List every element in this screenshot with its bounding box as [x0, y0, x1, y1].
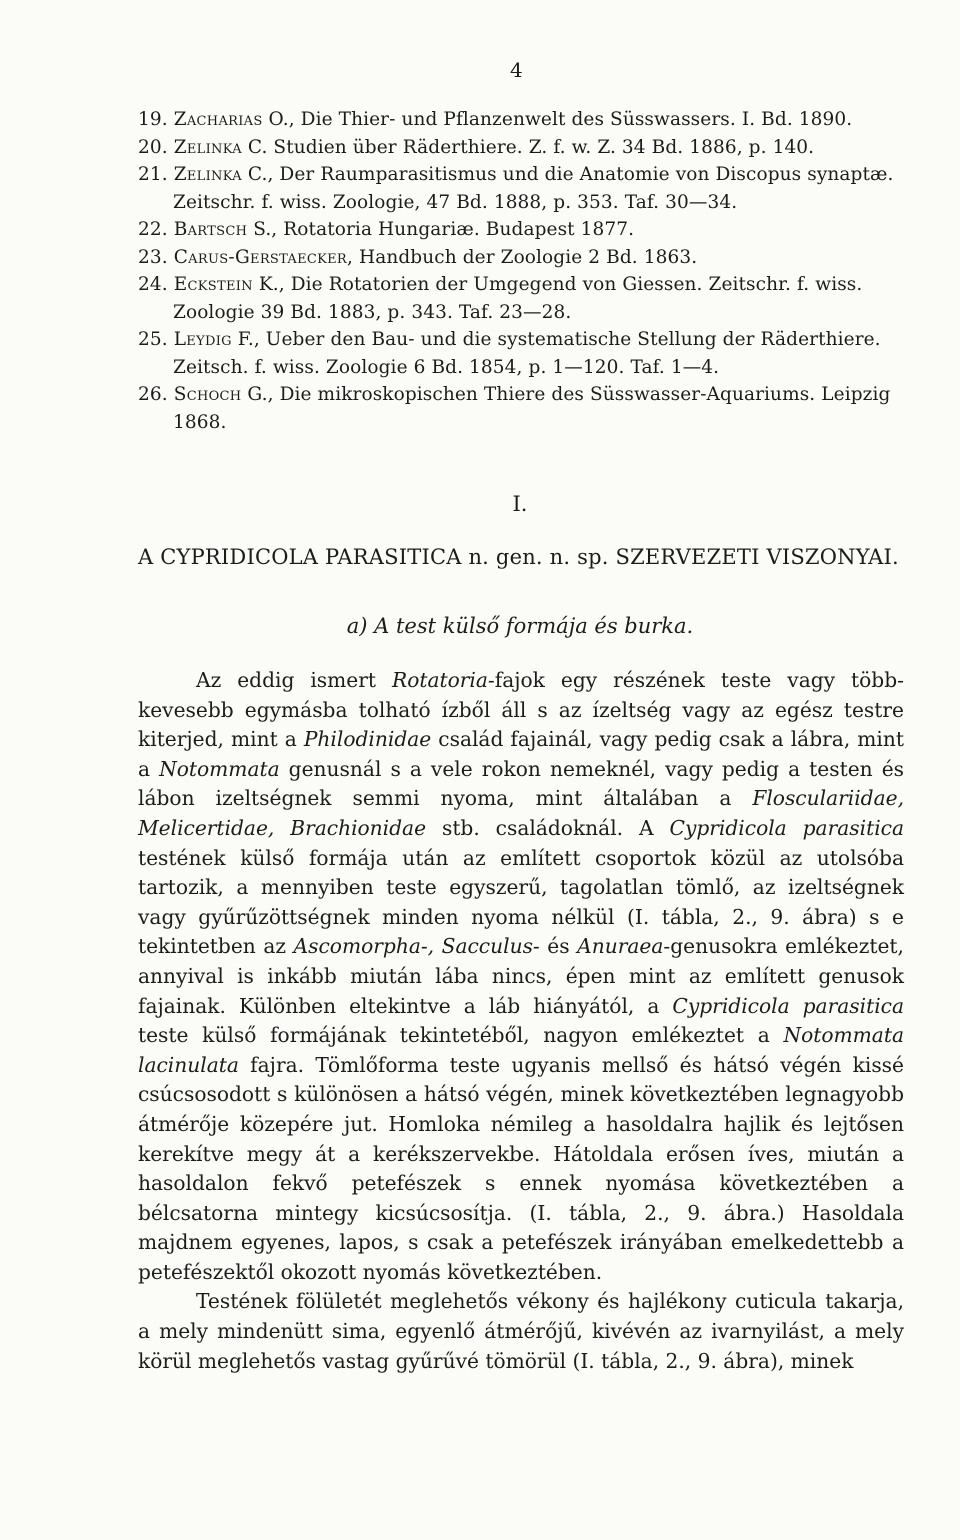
text-run: Testének fölületét meglehetős vékony és hajlékony cuticula takarja, a mely mindenütt sima, egyenlő átmérőjű, kivévén az ivarnyilást, a mely körül meglehetős vastag gyűrűvé tömörül (I. tábla, 2., 9. ábra), minek [138, 1289, 904, 1373]
reference-item: 23. Carus-Gerstaecker, Handbuch der Zoologie 2 Bd. 1863. [138, 246, 698, 268]
section-numeral: I. [512, 492, 528, 516]
text-run: genusnál s a vele rokon nemeknél, vagy pedig a testen és lábon izeltségnek semmi nyoma, mint általában a [138, 756, 904, 811]
italic-term: Notommata lacinulata [138, 1023, 904, 1077]
reference-item: 24. Eckstein K., Die Rotatorien der Umgegend von Giessen. Zeitschr. f. wiss. Zoologie 39 Bd. 1883, p. 343. Taf. 23—28. [138, 274, 863, 323]
text-run: testének külső formája után az említett csoportok közül az utolsóba tartozik, a mennyiben teste egyszerű, tagolatlan tömlő, az izeltségnek vagy gyűrűzöttségnek minden nyoma nélkül (I. tábla, 2., 9. ábra) s e tekintetben az [138, 845, 904, 959]
italic-term: Anuraea [577, 934, 664, 959]
italic-term: Cypridicola parasitica [672, 993, 905, 1018]
italic-term: Cypridicola parasitica [669, 815, 904, 840]
subsection-title: a) A test külső formája és burka. [346, 614, 694, 638]
text-run: család fajainál, vagy pedig csak a lábra, mint a [138, 727, 904, 781]
text-run: -genusokra emlékeztet, annyival is inkább miután lába nincs, épen mint az említett genusok fajainak. Különben eltekintve a láb hiányától, a [138, 934, 904, 1018]
reference-item: 21. Zelinka C., Der Raumparasitismus und die Anatomie von Discopus synaptæ. Zeitschr. f. wiss. Zoologie, 47 Bd. 1888, p. 353. Taf. 30—34. [138, 164, 894, 213]
paragraph [138, 666, 904, 1287]
page-number: 4 [510, 58, 523, 82]
reference-item: 22. Bartsch S., Rotatoria Hungariæ. Budapest 1877. [138, 219, 635, 240]
italic-term: Rotatoria [392, 668, 488, 692]
paragraph [138, 1287, 904, 1376]
text-run: fajra. Tömlőforma teste ugyanis mellső és hátsó végén kissé csúcsosodott s különösen a hátsó végén, minek következtében legnagyobb átmérője közepére jut. Homloka némileg a hasoldalra hajlik és lejtősen kerekítve megy át a kerékszervekbe. Hátoldala erősen íves, miután a hasoldalon fekvő petefészek s ennek nyomása következtében a bélcsatorna mintegy kicsúcsosítja. (I. tábla, 2., 9. ábra.) Hasoldala majdnem egyenes, lapos, s csak a petefészek irányában emelkedettebb a petefészektől okozott nyomás következtében. [138, 1052, 904, 1284]
reference-item: 25. Leydig F., Ueber den Bau- und die systematische Stellung der Räderthiere. Zeitsch. f. wiss. Zoologie 6 Bd. 1854, p. 1—120. Taf. 1—4. [138, 329, 881, 378]
reference-item: 26. Schoch G., Die mikroskopischen Thiere des Süsswasser-Aquariums. Leipzig 1868. [138, 384, 891, 433]
text-run: Az eddig ismert [196, 668, 392, 692]
italic-term: Notommata [159, 756, 280, 781]
reference-item: 19. Zacharias O., Die Thier- und Pflanzenwelt des Süsswassers. I. Bd. 1890. [138, 109, 853, 130]
italic-term: Ascomorpha-, Sacculus- [293, 934, 540, 959]
reference-list [138, 106, 908, 436]
text-run: stb. családoknál. A [426, 815, 670, 840]
text-run: teste külső formájának tekintetéből, nagyon emlékeztet a [138, 1023, 784, 1048]
text-run: és [539, 934, 578, 959]
italic-term: Philodinidae [303, 727, 432, 752]
body-text [138, 666, 904, 1376]
text-run: -fajok egy részének teste vagy több-kevesebb egymásba tolható ízből áll s az ízeltség vagy az egész testre kiterjed, mint a [138, 668, 904, 752]
section-title: A CYPRIDICOLA PARASITICA n. gen. n. sp. SZERVEZETI VISZONYAI. [138, 545, 899, 569]
reference-item: 20. Zelinka C. Studien über Räderthiere. Z. f. w. Z. 34 Bd. 1886, p. 140. [138, 136, 815, 158]
italic-term: Flosculariidae, Melicertidae, Brachionidae [138, 786, 904, 840]
